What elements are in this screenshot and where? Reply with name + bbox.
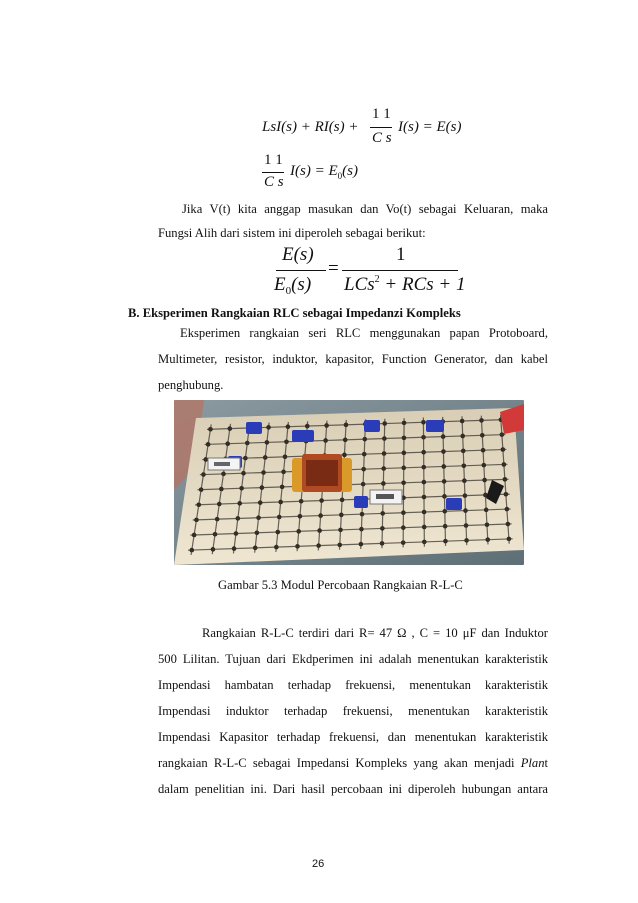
eq3-right-den — [344, 274, 465, 296]
section-b-line-2: Multimeter, resistor, induktor, kapasitor, Function Generator, dan kabel — [158, 352, 548, 366]
paragraph-2-line-6-b: t — [544, 756, 548, 770]
rlc-module-photo — [174, 400, 524, 565]
equation-1 — [262, 106, 502, 150]
eq3-den — [274, 274, 311, 296]
section-b-line-3: penghubung. — [158, 378, 224, 392]
equation-3 — [270, 244, 470, 304]
eq2-rhs-sub: 0 — [337, 171, 343, 181]
eq1-frac-num: 1 1 — [372, 106, 391, 122]
eq2-frac-den: C s — [264, 174, 284, 190]
paragraph-2-line-6-a: rangkaian R-L-C sebagai Impedansi Kompleks yang akan menjadi — [158, 756, 521, 770]
rlc-module-illustration — [174, 400, 524, 565]
paragraph-2-line-2: 500 Lilitan. Tujuan dari Ekdperimen ini adalah menentukan karakteristik — [158, 652, 548, 666]
eq3-den-b: (s) — [291, 274, 312, 295]
eq3-left-bar — [276, 270, 326, 271]
equation-2 — [262, 152, 402, 192]
eq2-frac-num: 1 1 — [264, 152, 283, 168]
eq3-right-den-a: LCs — [344, 274, 375, 295]
paragraph-2-line-4: Impendasi induktor terhadap frekuensi, menentukan karakteristik — [158, 704, 548, 718]
intro-paragraph — [158, 196, 548, 222]
eq1-lhs-b: I(s) = E(s) — [398, 119, 462, 135]
intro-line-1: Jika V(t) kita anggap masukan dan Vo(t) sebagai Keluaran, maka — [182, 202, 548, 216]
figure-caption: Gambar 5.3 Modul Percobaan Rangkaian R-L-C — [218, 578, 463, 592]
eq1-lhs-a: LsI(s) + RI(s) + — [262, 119, 359, 135]
eq2-rhs-a: I(s) = E — [290, 163, 338, 179]
paragraph-2-line-5: Impendasi Kapasitor terhadap frekuensi, dan menentukan karakteristik — [158, 730, 548, 744]
paragraph-2-line-3: Impendasi hambatan terhadap frekuensi, menentukan karakteristik — [158, 678, 548, 692]
eq1-frac-bar — [370, 127, 392, 128]
eq3-right-num: 1 — [396, 244, 406, 265]
paragraph-2-line-6 — [158, 750, 548, 776]
eq2-rhs-b: (s) — [342, 163, 358, 179]
eq3-equals: = — [328, 258, 339, 279]
eq2-frac-bar — [262, 172, 284, 173]
section-b-line-1: Eksperimen rangkaian seri RLC menggunakan papan Protoboard, — [180, 326, 548, 340]
eq3-right-den-b: + RCs + 1 — [379, 274, 466, 295]
eq1-frac-den: C s — [372, 130, 392, 146]
section-b-heading: B. Eksperimen Rangkaian RLC sebagai Impedanzi Kompleks — [128, 306, 461, 320]
eq3-right-den-sup: 2 — [374, 274, 380, 285]
page-number: 26 — [312, 858, 325, 870]
eq2-rhs — [290, 163, 358, 180]
eq3-right-bar — [342, 270, 458, 271]
eq3-den-a: E — [274, 274, 286, 295]
intro-line-2: Fungsi Alih dari sistem ini diperoleh sebagai berikut: — [158, 226, 426, 240]
eq3-den-sub: 0 — [285, 285, 292, 297]
plant-term: Plan — [520, 756, 545, 770]
eq3-num: E(s) — [282, 244, 314, 265]
paragraph-2-line-7: dalam penelitian ini. Dari hasil percobaan ini diperoleh hubungan antara — [158, 782, 548, 796]
paragraph-2-line-1: Rangkaian R-L-C terdiri dari R= 47 Ω , C = 10 μF dan Induktor — [202, 626, 548, 640]
